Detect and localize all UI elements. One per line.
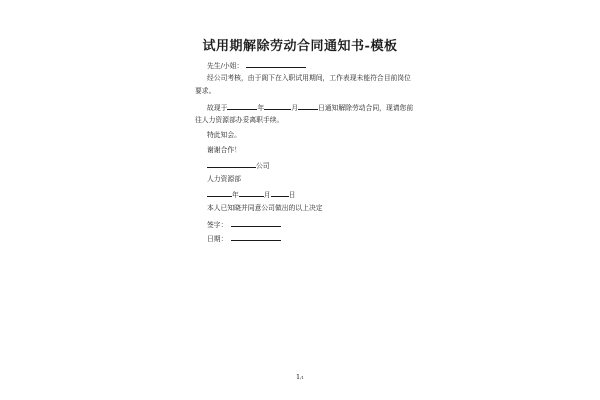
hr-dept-line: 人力资源部 [207,175,241,183]
company-line [207,160,270,171]
sign-line [207,219,281,230]
notice-line: 特此知会。 [207,131,241,139]
company-suffix: 公司 [256,162,270,170]
para2-suffix: 日通知解除劳动合同，现请您前 [317,104,414,112]
salutation-label: 先生/小姐： [207,62,244,70]
sign-label: 签字： [207,221,228,229]
signoff-month: 月 [263,191,271,199]
para2-year: 年 [257,104,265,112]
day-blank [298,102,318,110]
para2-prefix: 故现于 [207,104,228,112]
para1-line2: 要求。 [195,87,216,95]
para1-line1: 经公司考核，由于阁下在入职试用期间，工作表现未能符合目前岗位 [207,74,411,82]
signoff-year: 年 [232,191,239,199]
date-blank [231,233,281,241]
page-total: 1 [301,375,305,380]
name-blank [246,60,306,68]
thanks-line: 谢谢合作！ [207,146,241,154]
sign-blank [231,219,281,227]
signoff-day-blank [271,189,289,197]
company-blank [207,160,256,168]
month-blank [264,102,291,110]
signoff-day: 日 [288,191,296,199]
date-line [207,233,281,244]
signoff-date-line [207,189,295,200]
acknowledge-line: 本人已知晓并同意公司做出的以上决定 [207,204,323,212]
para2-month: 月 [291,104,298,112]
document-title: 试用期解除劳动合同通知书-模板 [202,39,398,54]
para2-line2: 往人力资源部办妥离职手续。 [195,116,284,124]
page-separator: / [300,375,302,380]
year-blank [227,102,257,110]
date-label: 日期： [207,235,228,243]
page-current: 1 [295,373,301,381]
signoff-month-blank [239,189,264,197]
para2-line1 [207,102,413,113]
salutation-line [207,60,306,71]
page-number [0,373,600,381]
signoff-year-blank [207,189,232,197]
